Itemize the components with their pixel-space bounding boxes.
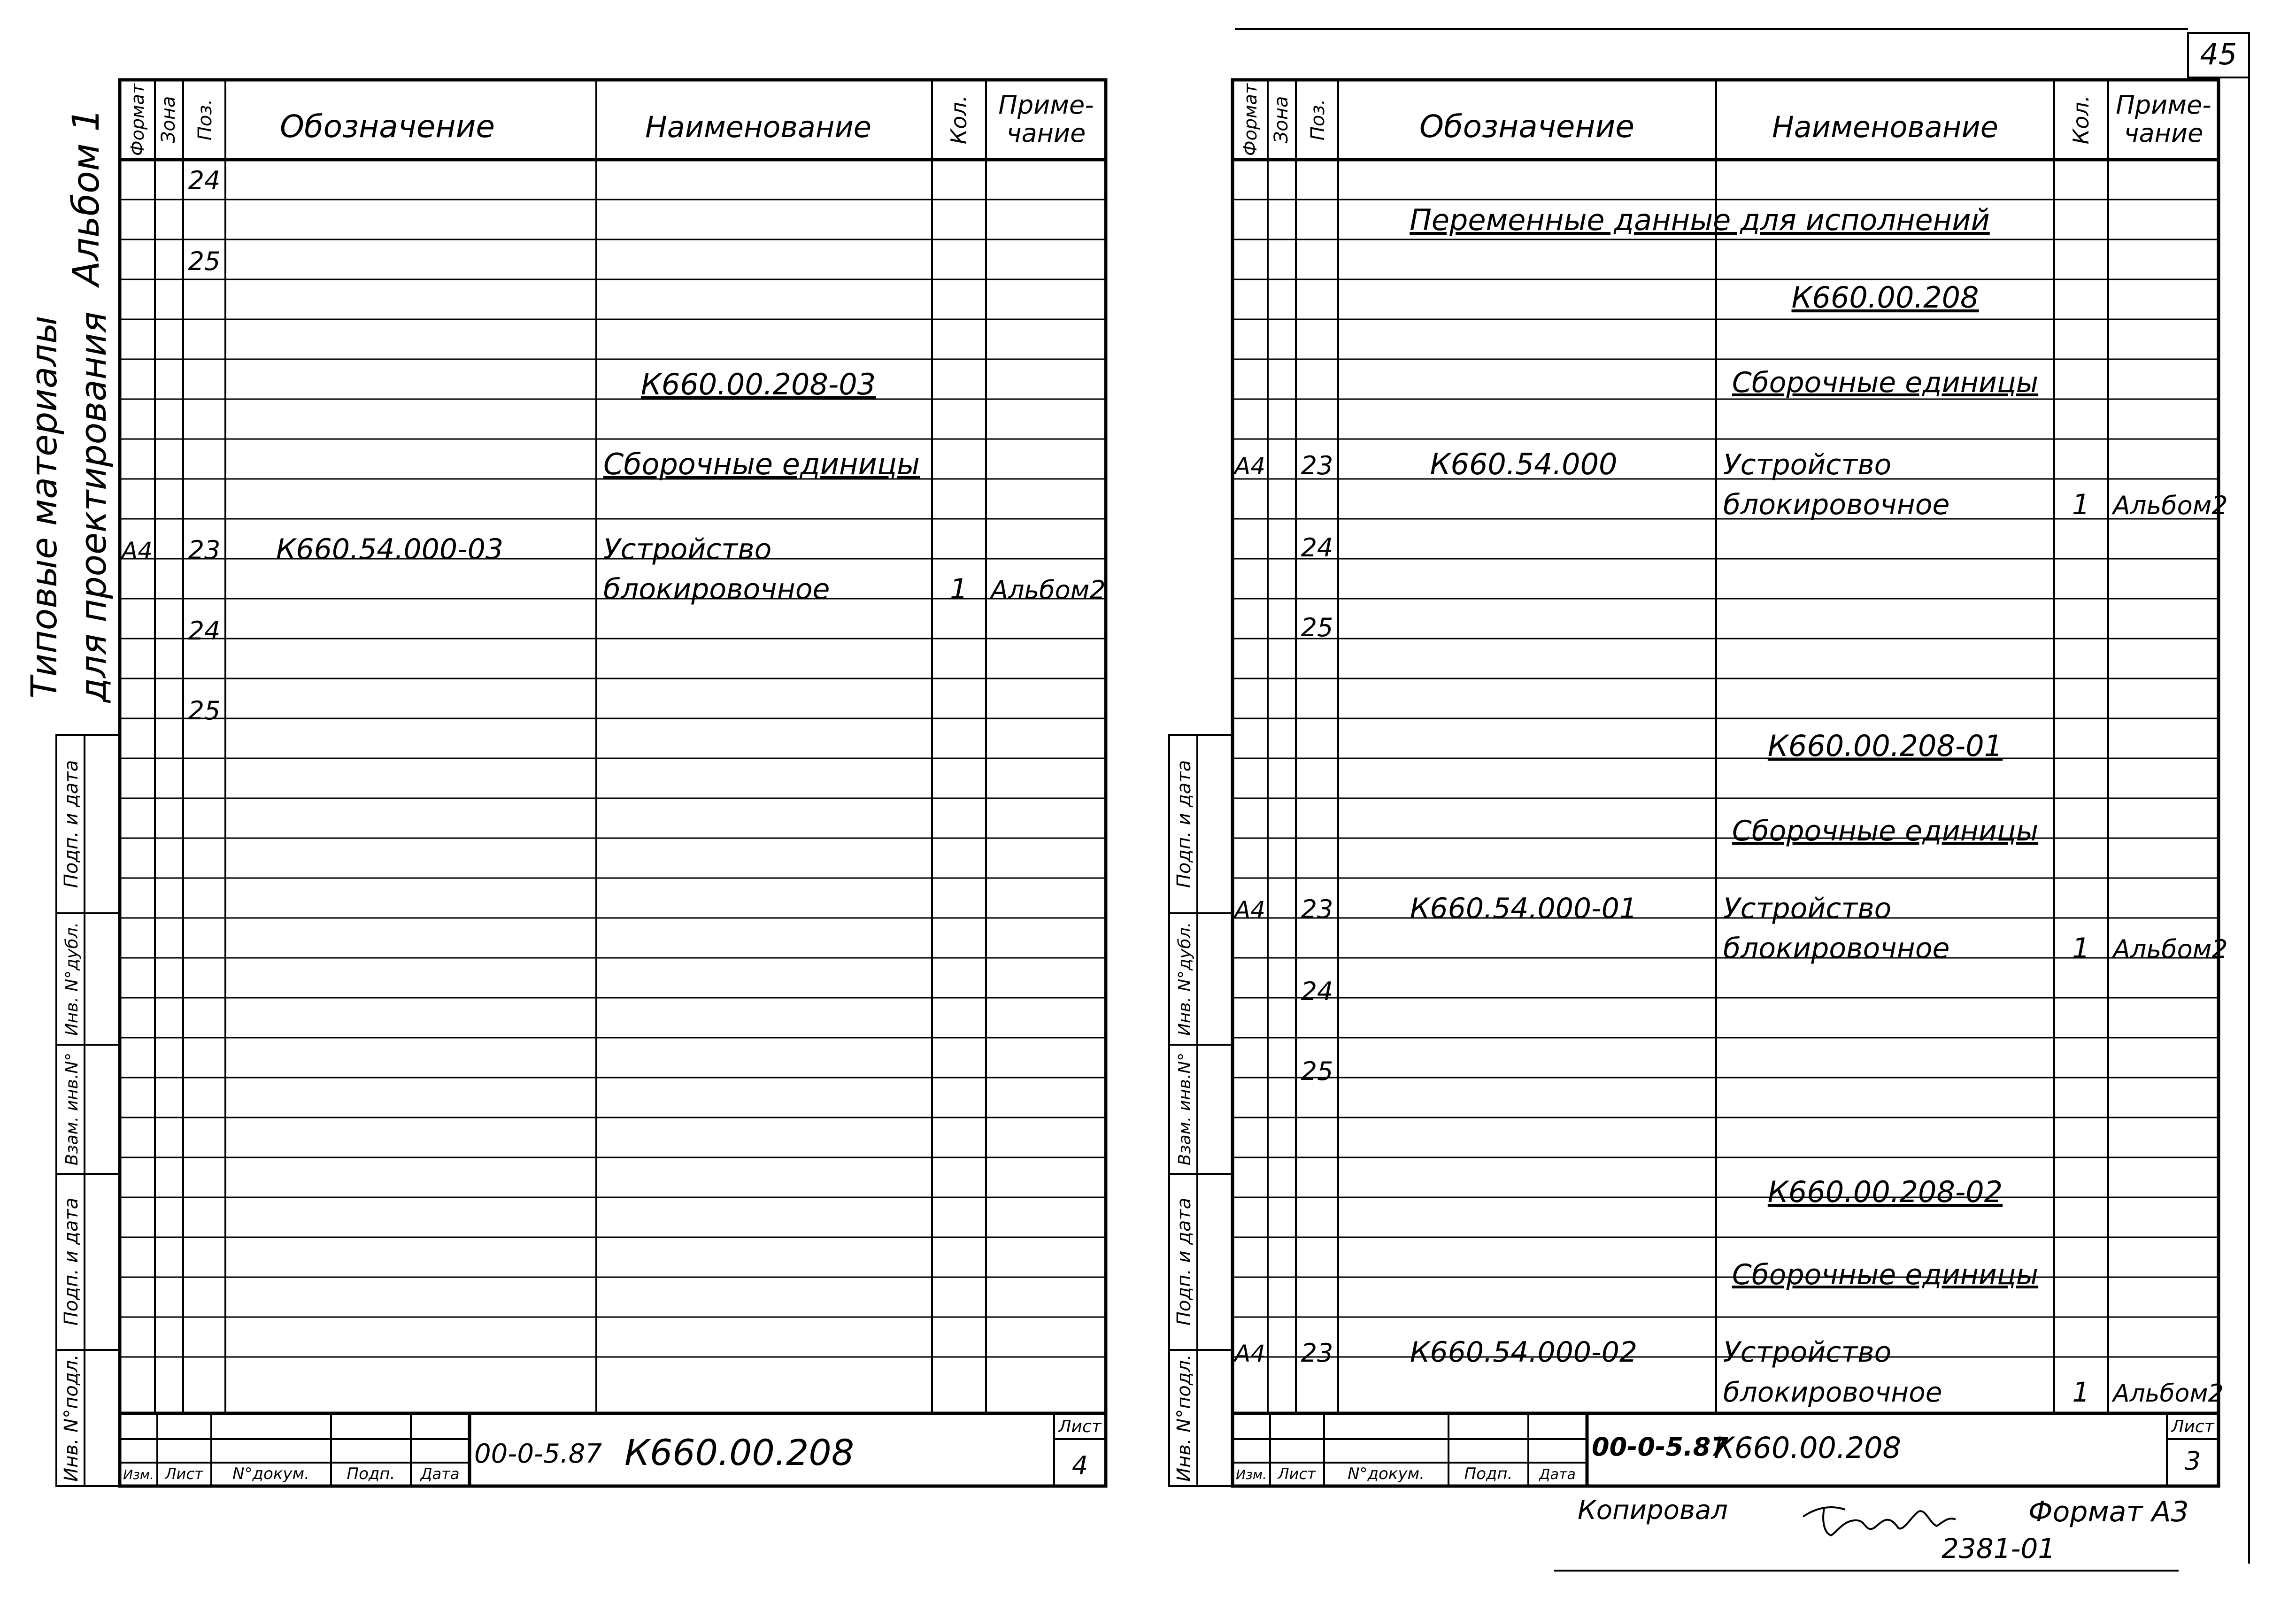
designation-cell: К660.54.000-03 [276,533,504,566]
document-designation: К660.00.208 [1714,1431,1902,1465]
name-cell: Устройство [1723,892,1892,925]
title-col-label: Изм. [123,1467,154,1482]
stamp-label: Инв. N°подл. [1173,1354,1195,1482]
section-heading: Сборочные единицы [1732,815,2039,848]
pos-cell: 24 [1301,533,1333,563]
name-cell: Устройство [1723,448,1892,481]
pos-cell: 24 [188,616,221,646]
name-cell: блокировочное [1723,488,1950,521]
title-col-label: Дата [420,1465,460,1483]
stamp-label: Подп. и дата [1173,760,1195,888]
variant-heading: К660.00.208-01 [1767,729,2003,763]
header-note-line1: Приме- [2116,90,2211,120]
header-qty: Кол. [946,95,971,145]
header-zone: Зона [158,96,179,144]
header-note-line2: чание [2124,118,2204,148]
stamp-label: Взам. инв.N° [62,1052,82,1166]
right-row-lines [1233,200,2219,1357]
stamp-label: Подп. и дата [61,1197,82,1326]
copied-by-label: Копировал [1578,1495,1728,1526]
pos-cell: 25 [1301,1056,1333,1086]
header-qty: Кол. [2068,95,2094,145]
title-col-label: Дата [1539,1466,1576,1483]
note-cell: Альбом2 [2113,934,2228,964]
pos-cell: 23 [1301,451,1333,480]
left-title-block [120,1413,1106,1486]
sheet-label: Лист [1058,1417,1102,1436]
variant-heading: К660.00.208 [1791,280,1979,315]
header-format: Формат [127,83,148,156]
header-pos: Поз. [194,99,216,141]
header-format: Формат [1240,83,1261,156]
section-heading: Сборочные единицы [1732,366,2039,399]
designation-cell: К660.54.000 [1430,447,1618,481]
format-cell: А4 [1234,453,1266,480]
right-table-header [1240,83,2211,156]
right-spec-table [1233,80,2219,1486]
header-zone: Зона [1271,96,1292,144]
qty-cell: 1 [949,573,968,606]
sheet-label: Лист [2171,1417,2214,1436]
right-title-block [1233,1413,2219,1486]
stamp-label: Подп. и дата [61,760,82,888]
pos-cell: 24 [1301,977,1333,1006]
title-col-label: Лист [1278,1465,1316,1483]
title-col-label: N°докум. [1348,1464,1425,1483]
title-col-label: Лист [165,1465,203,1483]
pos-cell: 23 [188,535,221,565]
document-code: 00-0-5.87 [474,1439,602,1469]
header-designation: Обозначение [1419,108,1634,145]
note-cell: Альбом2 [991,575,1106,605]
stamp-label: Инв. N°дубл. [62,922,82,1036]
variable-data-heading: Переменные данные для исполнений [1410,203,1990,237]
series-label-line2: для проектирования [72,311,114,703]
header-name: Наименование [645,110,871,144]
format-cell: А4 [121,537,153,564]
sheet-number: 3 [2184,1446,2201,1476]
name-cell: блокировочное [1723,932,1950,965]
stamp-label: Инв. N°дубл. [1175,922,1194,1036]
stamp-label: Подп. и дата [1173,1197,1195,1326]
title-col-label: Подп. [347,1464,395,1483]
pos-cell: 24 [188,166,221,195]
name-cell: блокировочное [1723,1376,1942,1408]
variant-heading: К660.00.208-02 [1767,1175,2003,1209]
pos-cell: 25 [188,247,221,276]
sheet-number: 4 [1071,1451,1088,1480]
qty-cell: 1 [2072,932,2090,965]
variant-heading: К660.00.208-03 [640,367,876,401]
name-cell: Устройство [603,533,772,566]
document-designation: К660.00.208 [624,1432,855,1473]
designation-cell: К660.54.000-02 [1410,1336,1638,1369]
header-note-line1: Приме- [998,90,1094,120]
left-rows [120,166,1106,725]
archive-number: 2381-01 [1942,1533,2056,1564]
stamp-label: Взам. инв.N° [1175,1052,1194,1166]
designation-cell: К660.54.000-01 [1410,892,1638,925]
qty-cell: 1 [2072,1376,2090,1408]
footer [1554,1495,2189,1571]
header-name: Наименование [1772,110,1998,144]
signature [1803,1507,1956,1535]
page-number-box [1235,29,2249,1564]
format-cell: А4 [1234,1340,1266,1367]
pos-cell: 25 [1301,613,1333,642]
title-col-label: N°докум. [232,1464,309,1483]
left-spec-table [120,80,1106,1486]
title-col-label: Изм. [1236,1467,1267,1482]
series-label-line1: Типовые материалы [23,316,65,699]
title-col-label: Подп. [1464,1464,1513,1483]
format-label: Формат А3 [2028,1495,2189,1528]
note-cell: Альбом2 [2113,1380,2224,1408]
left-row-lines [120,200,1106,1357]
stamp-label: Инв. N°подл. [61,1354,82,1482]
section-heading: Сборочные единицы [1732,1258,2039,1291]
page-number: 45 [2200,37,2237,71]
right-rows [1233,203,2228,1408]
document-code: 00-0-5.87 [1592,1432,1728,1462]
pos-cell: 23 [1301,894,1333,924]
name-cell: блокировочное [603,573,830,606]
left-table-header [127,83,1094,156]
pos-cell: 25 [188,696,221,725]
header-pos: Поз. [1307,99,1329,141]
format-cell: А4 [1234,896,1266,924]
qty-cell: 1 [2072,488,2090,521]
note-cell: Альбом2 [2113,491,2228,520]
pos-cell: 23 [1301,1338,1333,1368]
album-label: Альбом 1 [65,108,108,286]
header-designation: Обозначение [280,108,495,145]
name-cell: Устройство [1723,1336,1892,1369]
section-heading: Сборочные единицы [603,447,920,481]
header-note-line2: чание [1006,118,1086,148]
